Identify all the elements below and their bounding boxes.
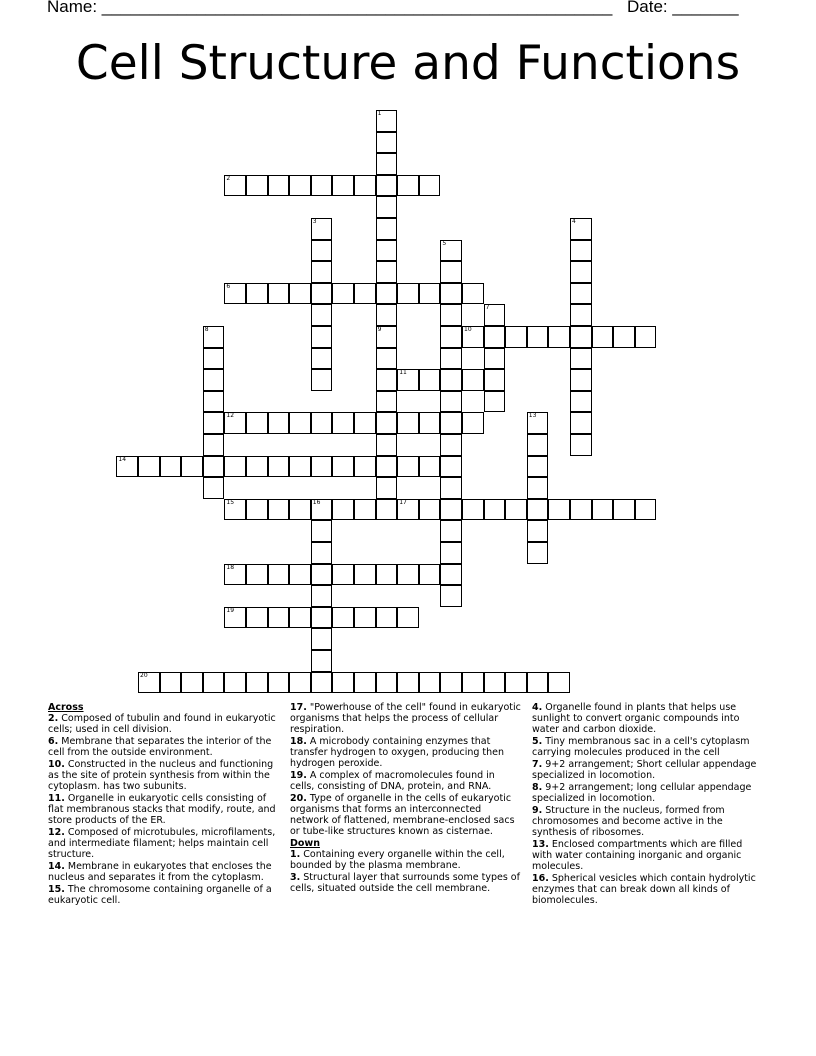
grid-cell[interactable]	[289, 412, 311, 434]
grid-cell[interactable]	[311, 607, 333, 629]
grid-cell[interactable]	[224, 499, 246, 521]
grid-cell[interactable]	[268, 412, 290, 434]
grid-cell[interactable]	[419, 456, 441, 478]
grid-cell[interactable]	[224, 175, 246, 197]
grid-cell[interactable]	[592, 326, 614, 348]
grid-cell[interactable]	[440, 261, 462, 283]
clue-across-15: 15. The chromosome containing organelle of a eukaryotic cell.	[48, 884, 272, 906]
grid-cell[interactable]	[440, 283, 462, 305]
grid-cell[interactable]	[505, 326, 527, 348]
grid-cell[interactable]	[354, 283, 376, 305]
grid-cell[interactable]	[462, 499, 484, 521]
grid-cell[interactable]	[332, 175, 354, 197]
grid-cell[interactable]	[635, 499, 657, 521]
grid-cell[interactable]	[203, 369, 225, 391]
grid-cell[interactable]	[397, 412, 419, 434]
grid-cell[interactable]	[354, 607, 376, 629]
grid-cell[interactable]	[570, 434, 592, 456]
grid-cell[interactable]	[224, 607, 246, 629]
grid-cell[interactable]	[376, 153, 398, 175]
grid-cell[interactable]	[527, 456, 549, 478]
clue-number: 12	[226, 412, 235, 420]
grid-cell[interactable]	[440, 412, 462, 434]
grid-cell[interactable]	[440, 564, 462, 586]
grid-cell[interactable]	[462, 412, 484, 434]
grid-cell[interactable]	[397, 283, 419, 305]
grid-cell[interactable]	[246, 456, 268, 478]
grid-cell[interactable]	[203, 326, 225, 348]
clues-column-3	[532, 702, 762, 907]
grid-cell[interactable]	[570, 499, 592, 521]
clue-across-10: 10. Constructed in the nucleus and functioning as the site of protein synthesis from within the cytoplasm. has two subunits.	[48, 759, 274, 792]
grid-cell[interactable]	[224, 412, 246, 434]
clue-across-20: 20. Type of organelle in the cells of eukaryotic organisms that forms an interconnected network of flattened, membrane-enclosed sacs or tube-like structures known as cisternae.	[290, 793, 515, 837]
grid-cell[interactable]	[289, 283, 311, 305]
clue-down-13: 13. Enclosed compartments which are filled with water containing inorganic and organic molecules.	[532, 839, 743, 872]
grid-cell[interactable]	[570, 283, 592, 305]
grid-cell[interactable]	[268, 564, 290, 586]
clue-down-8: 8. 9+2 arrangement; long cellular appendage specialized in locomotion.	[532, 782, 752, 804]
grid-cell[interactable]	[116, 456, 138, 478]
grid-cell[interactable]	[268, 499, 290, 521]
grid-cell[interactable]	[613, 499, 635, 521]
grid-cell[interactable]	[311, 304, 333, 326]
clue-down-9: 9. Structure in the nucleus, formed from chromosomes and become active in the synthesis of ribosomes.	[532, 805, 725, 838]
grid-cell[interactable]	[311, 348, 333, 370]
grid-cell[interactable]	[397, 456, 419, 478]
grid-cell[interactable]	[440, 391, 462, 413]
grid-cell[interactable]	[268, 283, 290, 305]
grid-cell[interactable]	[376, 304, 398, 326]
grid-cell[interactable]	[311, 456, 333, 478]
clue-down-16: 16. Spherical vesicles which contain hydrolytic enzymes that can break down all kinds of biomolecules.	[532, 873, 756, 906]
grid-cell[interactable]	[570, 369, 592, 391]
grid-cell[interactable]	[332, 456, 354, 478]
grid-cell[interactable]	[311, 672, 333, 694]
grid-cell[interactable]	[419, 412, 441, 434]
grid-cell[interactable]	[397, 607, 419, 629]
name-field-label: Name: ______________________________________________________	[47, 0, 613, 16]
grid-cell[interactable]	[570, 218, 592, 240]
grid-cell[interactable]	[440, 348, 462, 370]
grid-cell[interactable]	[613, 326, 635, 348]
grid-cell[interactable]	[505, 499, 527, 521]
grid-cell[interactable]	[332, 283, 354, 305]
grid-cell[interactable]	[203, 456, 225, 478]
grid-cell[interactable]	[440, 304, 462, 326]
grid-cell[interactable]	[397, 175, 419, 197]
grid-cell[interactable]	[376, 477, 398, 499]
grid-cell[interactable]	[548, 326, 570, 348]
clue-across-2: 2. Composed of tubulin and found in eukaryotic cells; used in cell division.	[48, 713, 276, 735]
grid-cell[interactable]	[462, 326, 484, 348]
grid-cell[interactable]	[376, 564, 398, 586]
grid-cell[interactable]	[376, 672, 398, 694]
grid-cell[interactable]	[440, 477, 462, 499]
clue-number: 5	[442, 239, 447, 247]
clue-number: 15	[226, 498, 235, 506]
grid-cell[interactable]	[527, 326, 549, 348]
clue-across-14: 14. Membrane in eukaryotes that encloses the nucleus and separates it from the cytoplasm.	[48, 861, 272, 883]
clues-column-1	[48, 702, 280, 907]
grid-cell[interactable]	[203, 348, 225, 370]
grid-cell[interactable]	[419, 283, 441, 305]
clue-down-5: 5. Tiny membranous sac in a cell's cytoplasm carrying molecules produced in the cell	[532, 736, 750, 758]
grid-cell[interactable]	[397, 564, 419, 586]
grid-cell[interactable]	[224, 564, 246, 586]
grid-cell[interactable]	[419, 369, 441, 391]
grid-cell[interactable]	[311, 628, 333, 650]
grid-cell[interactable]	[311, 585, 333, 607]
grid-cell[interactable]	[354, 564, 376, 586]
clue-number: 10	[464, 326, 472, 333]
clue-number: 17	[399, 498, 407, 506]
grid-cell[interactable]	[570, 391, 592, 413]
grid-cell[interactable]	[289, 456, 311, 478]
grid-cell[interactable]	[592, 499, 614, 521]
grid-cell[interactable]	[160, 672, 182, 694]
clue-number: 13	[528, 412, 537, 420]
grid-cell[interactable]	[332, 412, 354, 434]
grid-cell[interactable]	[635, 326, 657, 348]
grid-cell[interactable]	[311, 218, 333, 240]
grid-cell[interactable]	[224, 672, 246, 694]
clue-number: 9	[377, 326, 382, 333]
grid-cell[interactable]	[311, 412, 333, 434]
grid-cell[interactable]	[311, 564, 333, 586]
grid-cell[interactable]	[484, 348, 506, 370]
grid-cell[interactable]	[376, 218, 398, 240]
across-heading: Across	[48, 702, 84, 713]
grid-cell[interactable]	[419, 672, 441, 694]
grid-cell[interactable]	[246, 499, 268, 521]
grid-cell[interactable]	[376, 283, 398, 305]
clue-down-4: 4. Organelle found in plants that helps use sunlight to convert organic compounds into water and carbon dioxide.	[532, 702, 740, 735]
grid-cell[interactable]	[246, 283, 268, 305]
grid-cell[interactable]	[419, 564, 441, 586]
clue-across-12: 12. Composed of microtubules, microfilaments, and intermediate filament; helps maintain cell structure.	[48, 827, 276, 860]
grid-cell[interactable]	[376, 434, 398, 456]
grid-cell[interactable]	[570, 261, 592, 283]
grid-cell[interactable]	[246, 607, 268, 629]
grid-cell[interactable]	[527, 499, 549, 521]
grid-cell[interactable]	[311, 542, 333, 564]
clue-number: 18	[226, 563, 235, 571]
clue-across-19: 19. A complex of macromolecules found in cells, consisting of DNA, protein, and RNA.	[290, 770, 495, 792]
grid-cell[interactable]	[289, 499, 311, 521]
grid-cell[interactable]	[484, 369, 506, 391]
grid-cell[interactable]	[397, 369, 419, 391]
grid-cell[interactable]	[203, 672, 225, 694]
grid-cell[interactable]	[376, 456, 398, 478]
grid-cell[interactable]	[419, 175, 441, 197]
grid-cell[interactable]	[289, 175, 311, 197]
grid-cell[interactable]	[527, 542, 549, 564]
grid-cell[interactable]	[268, 607, 290, 629]
grid-cell[interactable]	[376, 261, 398, 283]
grid-cell[interactable]	[354, 672, 376, 694]
grid-cell[interactable]	[311, 499, 333, 521]
grid-cell[interactable]	[354, 175, 376, 197]
grid-cell[interactable]	[570, 412, 592, 434]
grid-cell[interactable]	[268, 456, 290, 478]
grid-cell[interactable]	[181, 672, 203, 694]
grid-cell[interactable]	[440, 434, 462, 456]
grid-cell[interactable]	[484, 672, 506, 694]
grid-cell[interactable]	[484, 326, 506, 348]
grid-cell[interactable]	[376, 110, 398, 132]
grid-cell[interactable]	[440, 369, 462, 391]
clue-across-6: 6. Membrane that separates the interior of the cell from the outside environment.	[48, 736, 272, 758]
grid-cell[interactable]	[440, 672, 462, 694]
clue-number: 14	[118, 455, 127, 463]
grid-cell[interactable]	[246, 564, 268, 586]
grid-cell[interactable]	[376, 132, 398, 154]
grid-cell[interactable]	[376, 412, 398, 434]
clue-across-11: 11. Organelle in eukaryotic cells consisting of flat membranous stacks that modify, route, and store products of the ER.	[48, 793, 276, 826]
grid-cell[interactable]	[376, 326, 398, 348]
grid-cell[interactable]	[203, 477, 225, 499]
grid-cell[interactable]	[311, 175, 333, 197]
clue-number: 20	[140, 671, 148, 679]
clue-number: 16	[312, 498, 321, 506]
clue-number: 4	[572, 218, 576, 225]
grid-cell[interactable]	[419, 499, 441, 521]
grid-cell[interactable]	[462, 369, 484, 391]
grid-cell[interactable]	[354, 456, 376, 478]
grid-cell[interactable]	[376, 240, 398, 262]
grid-cell[interactable]	[181, 456, 203, 478]
grid-cell[interactable]	[376, 391, 398, 413]
clue-across-18: 18. A microbody containing enzymes that transfer hydrogen to oxygen, producing then hydrogen peroxide.	[290, 736, 505, 769]
date-field-label: Date: _______	[627, 0, 739, 16]
clue-number: 8	[204, 326, 209, 333]
grid-cell[interactable]	[440, 520, 462, 542]
grid-cell[interactable]	[548, 672, 570, 694]
grid-cell[interactable]	[332, 564, 354, 586]
grid-cell[interactable]	[376, 607, 398, 629]
grid-cell[interactable]	[527, 672, 549, 694]
grid-cell[interactable]	[440, 326, 462, 348]
grid-cell[interactable]	[376, 175, 398, 197]
grid-cell[interactable]	[224, 456, 246, 478]
grid-cell[interactable]	[311, 369, 333, 391]
grid-cell[interactable]	[570, 240, 592, 262]
clue-number: 7	[485, 304, 490, 312]
grid-cell[interactable]	[289, 607, 311, 629]
grid-cell[interactable]	[311, 520, 333, 542]
grid-cell[interactable]	[440, 585, 462, 607]
grid-cell[interactable]	[268, 175, 290, 197]
clue-number: 2	[226, 174, 231, 182]
grid-cell[interactable]	[354, 412, 376, 434]
grid-cell[interactable]	[548, 499, 570, 521]
clue-down-7: 7. 9+2 arrangement; Short cellular appendage specialized in locomotion.	[532, 759, 757, 781]
grid-cell[interactable]	[397, 672, 419, 694]
grid-cell[interactable]	[376, 369, 398, 391]
grid-cell[interactable]	[246, 175, 268, 197]
grid-cell[interactable]	[527, 412, 549, 434]
grid-cell[interactable]	[570, 348, 592, 370]
grid-cell[interactable]	[160, 456, 182, 478]
clue-number: 1	[377, 110, 382, 117]
grid-cell[interactable]	[268, 672, 290, 694]
grid-cell[interactable]	[440, 542, 462, 564]
grid-cell[interactable]	[440, 240, 462, 262]
grid-cell[interactable]	[505, 672, 527, 694]
grid-cell[interactable]	[484, 499, 506, 521]
grid-cell[interactable]	[246, 412, 268, 434]
grid-cell[interactable]	[440, 456, 462, 478]
grid-cell[interactable]	[311, 650, 333, 672]
clue-number: 11	[399, 369, 407, 377]
grid-cell[interactable]	[203, 391, 225, 413]
grid-cell[interactable]	[376, 499, 398, 521]
grid-cell[interactable]	[397, 499, 419, 521]
clue-number: 3	[312, 218, 317, 225]
grid-cell[interactable]	[332, 499, 354, 521]
grid-cell[interactable]	[311, 261, 333, 283]
grid-cell[interactable]	[462, 672, 484, 694]
grid-cell[interactable]	[376, 348, 398, 370]
grid-cell[interactable]	[527, 520, 549, 542]
grid-cell[interactable]	[332, 607, 354, 629]
clue-down-3: 3. Structural layer that surrounds some types of cells, situated outside the cell membrane.	[290, 872, 520, 894]
grid-cell[interactable]	[311, 240, 333, 262]
grid-cell[interactable]	[224, 283, 246, 305]
grid-cell[interactable]	[527, 434, 549, 456]
grid-cell[interactable]	[311, 283, 333, 305]
down-heading: Down	[290, 838, 320, 849]
grid-cell[interactable]	[138, 672, 160, 694]
grid-cell[interactable]	[376, 196, 398, 218]
grid-cell[interactable]	[570, 326, 592, 348]
clue-number: 6	[226, 282, 231, 290]
grid-cell[interactable]	[138, 456, 160, 478]
clue-down-1: 1. Containing every organelle within the cell, bounded by the plasma membrane.	[290, 849, 505, 871]
clue-number: 19	[226, 606, 235, 614]
clue-across-17: 17. "Powerhouse of the cell" found in eukaryotic organisms that helps the process of cellular respiration.	[290, 702, 521, 735]
grid-cell[interactable]	[484, 304, 506, 326]
grid-cell[interactable]	[203, 434, 225, 456]
grid-cell[interactable]	[332, 672, 354, 694]
grid-cell[interactable]	[440, 499, 462, 521]
grid-cell[interactable]	[203, 412, 225, 434]
grid-cell[interactable]	[289, 564, 311, 586]
grid-cell[interactable]	[570, 304, 592, 326]
page-title: Cell Structure and Functions	[75, 36, 741, 91]
clues-column-2	[290, 702, 522, 895]
grid-cell[interactable]	[289, 672, 311, 694]
grid-cell[interactable]	[484, 391, 506, 413]
grid-cell[interactable]	[527, 477, 549, 499]
grid-cell[interactable]	[462, 283, 484, 305]
grid-cell[interactable]	[246, 672, 268, 694]
grid-cell[interactable]	[311, 326, 333, 348]
grid-cell[interactable]	[354, 499, 376, 521]
